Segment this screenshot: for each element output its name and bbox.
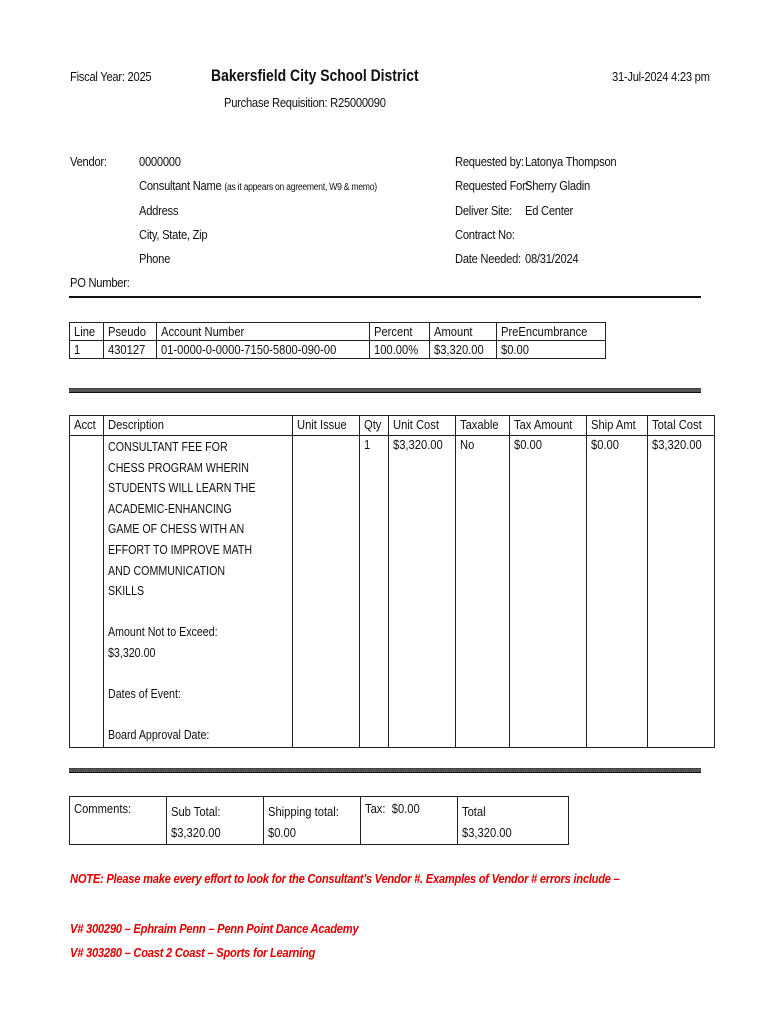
- item-description: CONSULTANT FEE FOR CHESS PROGRAM WHERIN STUDENTS WILL LEARN THE ACADEMIC-ENHANCING GAME OF CHESS WITH AN EFFORT TO IMPROVE MATH AND COMMUNICATION SKILLS Amount Not to Exceed: $3,320.00 Dates of Event: Board Approval Date:: [104, 436, 293, 748]
- tax-value: $0.00: [391, 801, 420, 816]
- print-datetime: 31-Jul-2024 4:23 pm: [612, 69, 710, 84]
- items-table: [69, 415, 715, 748]
- shipping-value: $0.00: [268, 825, 296, 840]
- item-total-cost: $3,320.00: [651, 437, 702, 452]
- contract-no-label: Contract No:: [455, 227, 515, 242]
- comments-label: Comments:: [74, 801, 132, 816]
- date-needed-label: Date Needed:: [455, 251, 521, 266]
- po-number-label: PO Number:: [70, 275, 130, 290]
- vendor-name: Consultant Name (as it appears on agreement, W9 & memo): [139, 178, 377, 193]
- vendor-label: Vendor:: [70, 154, 107, 169]
- dates-of-event-label: Dates of Event:: [108, 686, 182, 702]
- vendor-phone: Phone: [139, 251, 171, 266]
- requested-for-label: Requested For:: [455, 178, 529, 193]
- account-table-row: 1 430127 01-0000-0-0000-7150-5800-090-00 100.00% $3,320.00 $0.00: [70, 341, 606, 359]
- items-table-row: [70, 436, 715, 748]
- date-needed: 08/31/2024: [525, 251, 579, 266]
- tax-label: Tax:: [365, 801, 386, 816]
- item-unit-cost: $3,320.00: [393, 437, 443, 452]
- amount-not-to-exceed: $3,320.00: [108, 644, 156, 660]
- requested-for: Sherry Gladin: [525, 178, 591, 193]
- district-title: Bakersfield City School District: [211, 66, 419, 85]
- total-label: Total: [462, 804, 486, 819]
- totals-table: [69, 796, 569, 845]
- board-approval-label: Board Approval Date:: [108, 727, 210, 743]
- subtotal-label: Sub Total:: [171, 804, 221, 819]
- item-tax-amount: $0.00: [513, 437, 542, 452]
- deliver-site-label: Deliver Site:: [455, 203, 512, 218]
- vendor-example-1: V# 300290 – Ephraim Penn – Penn Point Dance Academy: [70, 921, 359, 936]
- dotted-divider: [69, 768, 701, 773]
- vendor-note: NOTE: Please make every effort to look for the Consultant’s Vendor #. Examples of Vendor # errors include –: [70, 871, 620, 886]
- amount-not-to-exceed-label: Amount Not to Exceed:: [108, 624, 218, 640]
- requested-by-label: Requested by:: [455, 154, 524, 169]
- account-table: [69, 322, 606, 359]
- shipping-label: Shipping total:: [268, 804, 339, 819]
- subtotal-value: $3,320.00: [171, 825, 221, 840]
- fiscal-year: Fiscal Year: 2025: [70, 69, 152, 84]
- vendor-name-note: (as it appears on agreement, W9 & memo): [224, 182, 377, 193]
- vendor-address: Address: [139, 203, 179, 218]
- account-table-header: Line Pseudo Account Number Percent Amount PreEncumbrance: [70, 323, 606, 341]
- vendor-example-2: V# 303280 – Coast 2 Coast – Sports for Learning: [70, 945, 316, 960]
- divider: [69, 296, 701, 298]
- vendor-number: 0000000: [139, 154, 181, 169]
- requisition-number: Purchase Requisition: R25000090: [224, 95, 386, 110]
- dotted-divider: [69, 388, 701, 393]
- deliver-site: Ed Center: [525, 203, 574, 218]
- vendor-city: City, State, Zip: [139, 227, 208, 242]
- items-table-header: Acct Description Unit Issue Qty Unit Cost Taxable Tax Amount Ship Amt Total Cost: [70, 416, 715, 436]
- total-value: $3,320.00: [462, 825, 512, 840]
- item-ship-amt: $0.00: [590, 437, 619, 452]
- requested-by: Latonya Thompson: [525, 154, 617, 169]
- item-qty: 1: [363, 437, 371, 452]
- tax-line: [365, 801, 420, 816]
- item-taxable: No: [460, 437, 475, 452]
